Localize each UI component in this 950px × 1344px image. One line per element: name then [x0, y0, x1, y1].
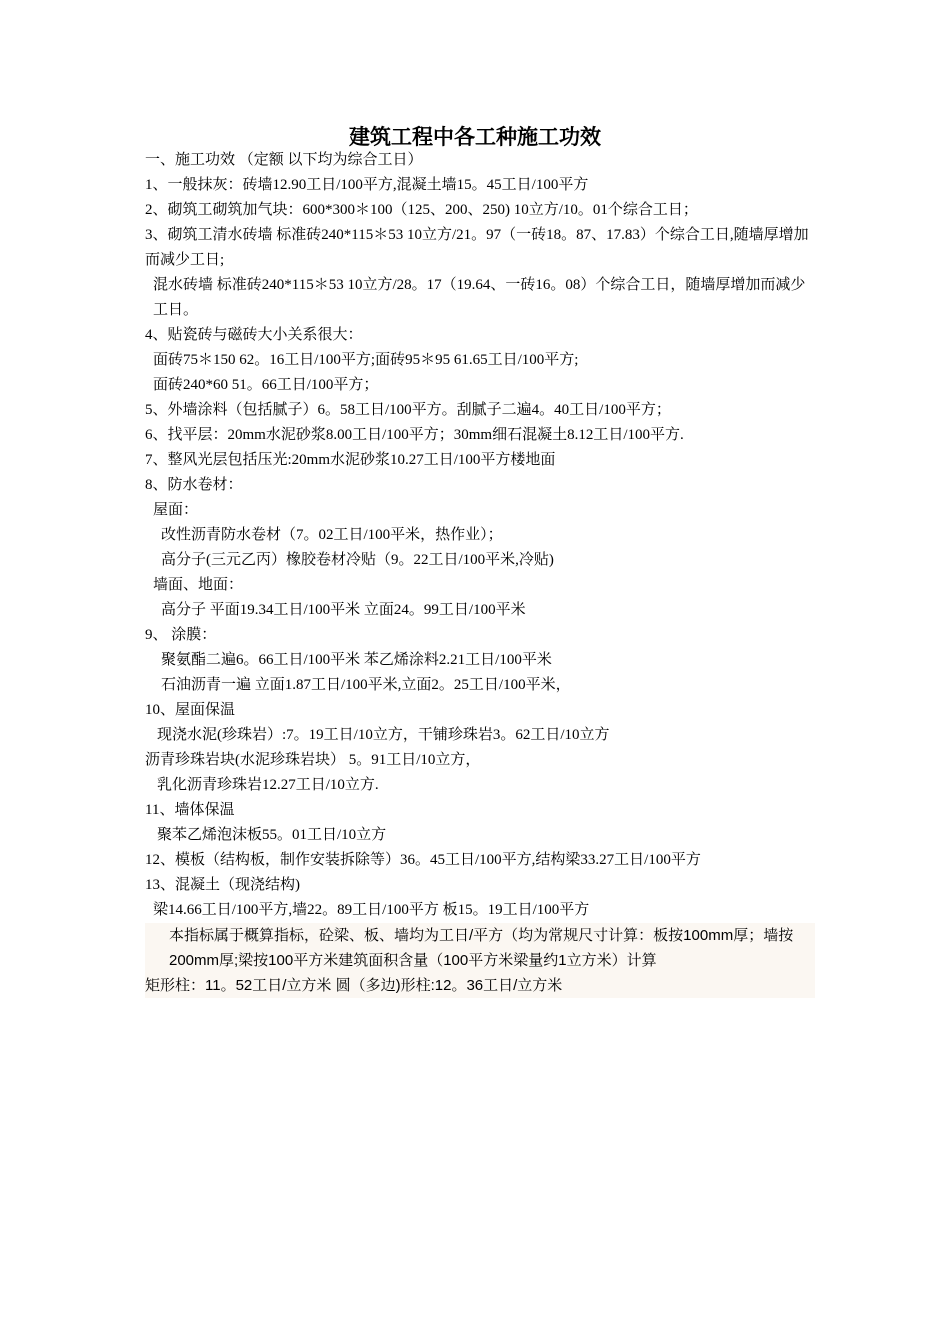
list-item: 11、墙体保温 — [145, 802, 235, 818]
section-heading: 一、施工功效 （定额 以下均为综合工日） — [145, 152, 423, 168]
note-paragraph: 本指标属于概算指标，砼梁、板、墙均为工日/平方（均为常规尺寸计算：板按100mm厚；墙按200mm厚;梁按100平方米建筑面积含量（100平方米梁量约1立方米）计算 — [169, 927, 794, 969]
list-subitem: 梁14.66工日/100平方,墙22。89工日/100平方 板15。19工日/100平方 — [153, 902, 590, 918]
list-item: 2、砌筑工砌筑加气块：600*300＊100（125、200、250) 10立方/10。01个综合工日； — [145, 202, 698, 218]
list-subitem: 面砖75＊150 62。16工日/100平方;面砖95＊95 61.65工日/100平方; — [153, 352, 579, 368]
list-item: 4、贴瓷砖与磁砖大小关系很大： — [145, 327, 363, 343]
list-subheading: 墙面、地面： — [153, 577, 244, 593]
list-item: 12、模板（结构板，制作安装拆除等）36。45工日/100平方,结构梁33.27工日/100平方 — [145, 852, 701, 868]
list-subitem: 乳化沥青珍珠岩12.27工日/10立方. — [157, 777, 379, 793]
list-item: 7、整风光层包括压光:20mm水泥砂浆10.27工日/100平方楼地面 — [145, 452, 556, 468]
list-item: 3、砌筑工清水砖墙 标准砖240*115＊53 10立方/21。97（一砖18。87、17.83）个综合工日,随墙厚增加而减少工日; — [145, 227, 809, 268]
list-subitem: 聚苯乙烯泡沫板55。01工日/10立方 — [157, 827, 387, 843]
list-subheading: 屋面： — [153, 502, 199, 518]
list-subitem: 现浇水泥(珍珠岩）:7。19工日/10立方，干铺珍珠岩3。62工日/10立方 — [157, 727, 610, 743]
list-item: 10、屋面保温 — [145, 702, 236, 718]
document-body — [145, 148, 815, 998]
note-block — [145, 923, 815, 998]
list-subitem: 沥青珍珠岩块(水泥珍珠岩块） 5。91工日/10立方， — [145, 752, 481, 768]
list-item: 混水砖墙 标准砖240*115＊53 10立方/28。17（19.64、一砖16。08）个综合工日，随墙厚增加而减少工日。 — [153, 277, 806, 318]
list-item: 6、找平层：20mm水泥砂浆8.00工日/100平方；30mm细石混凝土8.12工日/100平方. — [145, 427, 684, 443]
list-subitem: 聚氨酯二遍6。66工日/100平米 苯乙烯涂料2.21工日/100平米 — [161, 652, 552, 668]
list-item: 8、防水卷材： — [145, 477, 243, 493]
note-column-line: 矩形柱：11。52工日/立方米 圆（多边)形柱:12。36工日/立方米 — [145, 977, 563, 994]
list-subitem: 面砖240*60 51。66工日/100平方； — [153, 377, 379, 393]
list-subitem: 改性沥青防水卷材（7。02工日/100平米，热作业）； — [161, 527, 503, 543]
list-item: 13、混凝土（现浇结构) — [145, 877, 300, 893]
document-title: 建筑工程中各工种施工功效 — [349, 125, 601, 149]
list-item: 1、一般抹灰：砖墙12.90工日/100平方,混凝土墙15。45工日/100平方 — [145, 177, 589, 193]
list-item: 5、外墙涂料（包括腻子）6。58工日/100平方。刮腻子二遍4。40工日/100平方； — [145, 402, 671, 418]
list-item: 9、 涂膜： — [145, 627, 217, 643]
list-subitem: 高分子(三元乙丙）橡胶卷材冷贴（9。22工日/100平米,冷贴) — [161, 552, 554, 568]
list-subitem: 石油沥青一遍 立面1.87工日/100平米,立面2。25工日/100平米， — [161, 677, 571, 693]
list-subitem: 高分子 平面19.34工日/100平米 立面24。99工日/100平米 — [161, 602, 526, 618]
